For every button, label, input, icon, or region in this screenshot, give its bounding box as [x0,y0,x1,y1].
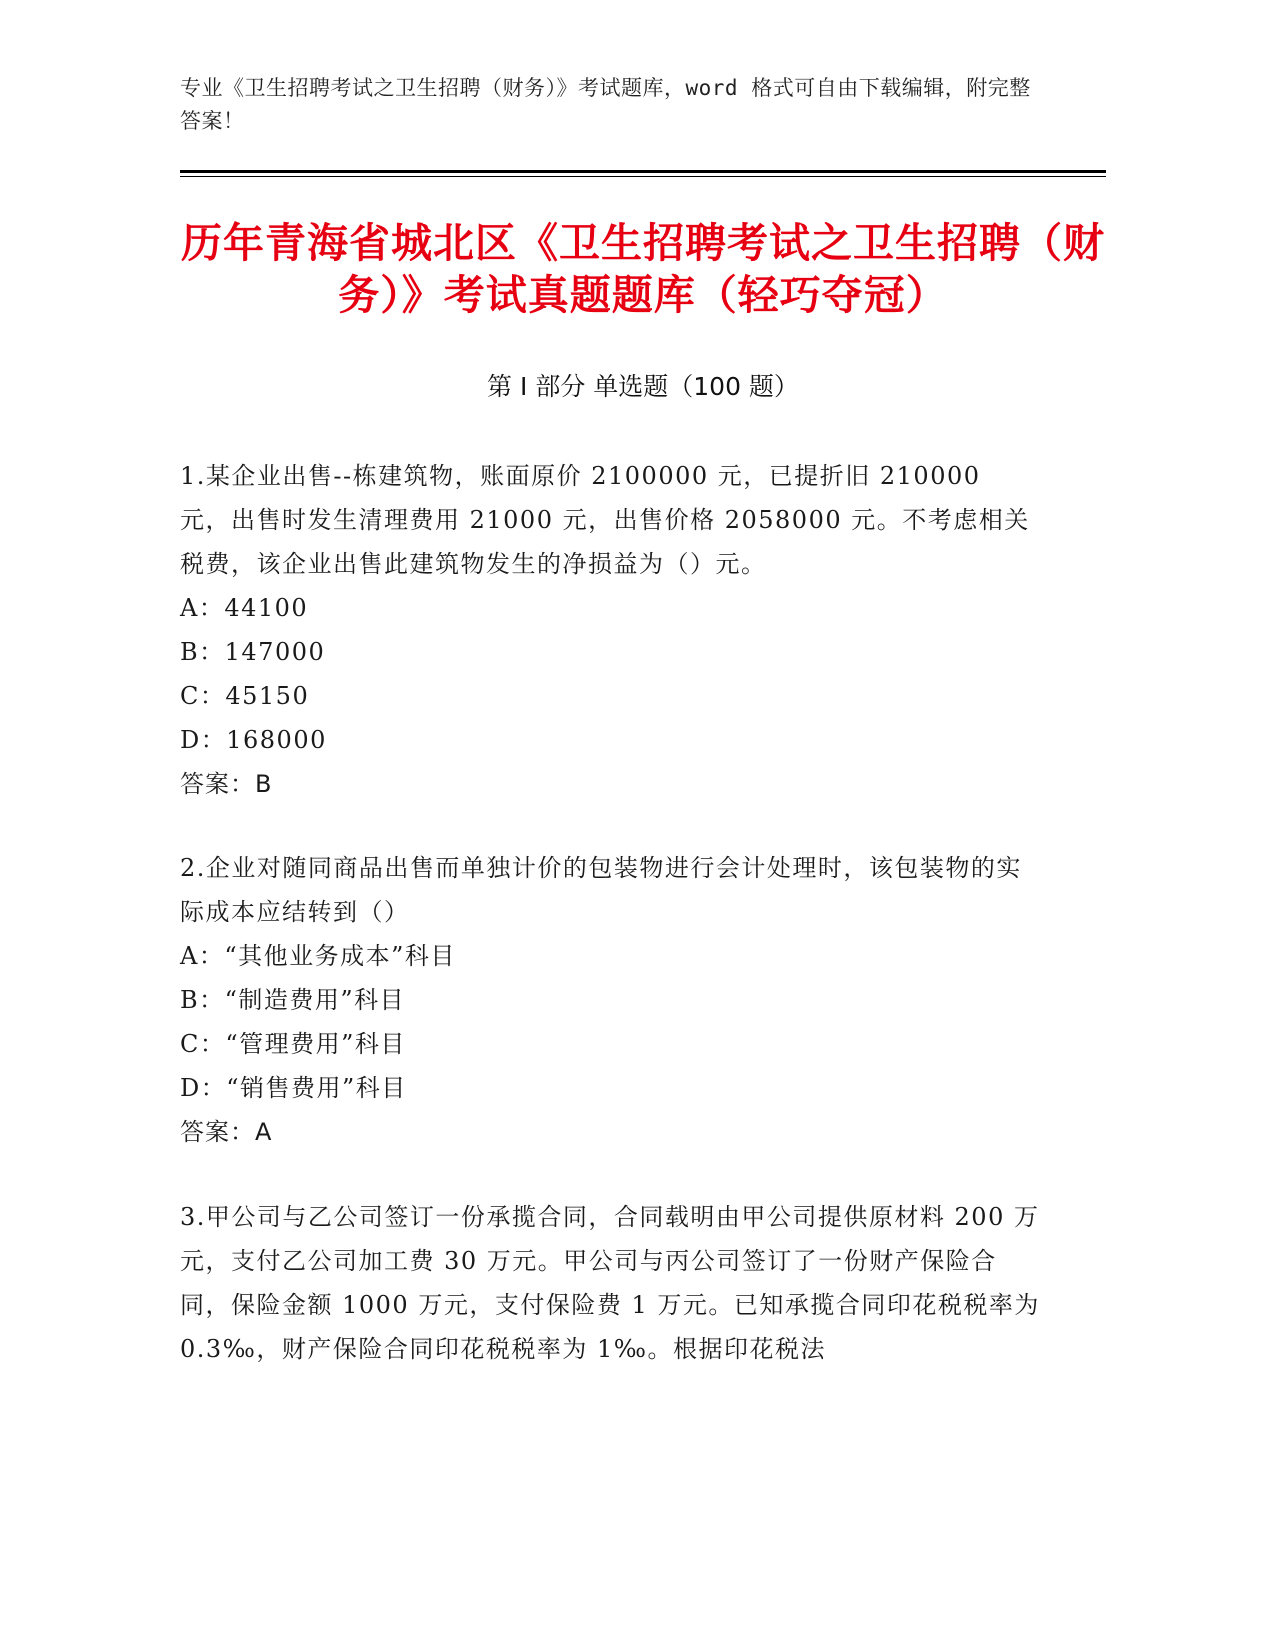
question-stem: 1.某企业出售--栋建筑物，账面原价 2100000 元，已提折旧 210000 元，出售时发生清理费用 21000 元，出售价格 2058000 元。不考虑相关税费，该企业出售此建筑物发生的净损益为（）元。 [180,462,1030,578]
header-note: 专业《卫生招聘考试之卫生招聘（财务）》考试题库，word 格式可自由下载编辑，附完整答案！ [180,76,1031,133]
answer-line: 答案：B [180,770,273,798]
option-b: B：“制造费用”科目 [180,986,406,1014]
option-d: D：168000 [180,726,327,754]
header-rule-thick [180,170,1106,173]
option-a: A：“其他业务成本”科目 [180,942,456,970]
option-a: A：44100 [180,594,309,622]
question-1 [180,454,1040,806]
option-b: B：147000 [180,638,326,666]
question-stem: 2.企业对随同商品出售而单独计价的包装物进行会计处理时，该包装物的实际成本应结转到（） [180,854,1022,926]
header-rule-thin [180,176,1106,177]
document-title: 历年青海省城北区《卫生招聘考试之卫生招聘（财务）》考试真题题库（轻巧夺冠） [181,219,1105,319]
answer-line: 答案：A [180,1118,273,1146]
section-title: 第 I 部分 单选题（100 题） [487,372,799,401]
option-d: D：“销售费用”科目 [180,1074,407,1102]
option-c: C：45150 [180,682,310,710]
option-c: C：“管理费用”科目 [180,1030,406,1058]
question-2 [180,846,1040,1154]
question-stem: 3.甲公司与乙公司签订一份承揽合同，合同载明由甲公司提供原材料 200 万元，支付乙公司加工费 30 万元。甲公司与丙公司签订了一份财产保险合同，保险金额 1000 万元，支付保险费 1 万元。已知承揽合同印花税税率为 0.3‰，财产保险合同印花税税率为 1‰。根据印花税法 [180,1203,1040,1363]
question-3 [180,1195,1040,1371]
